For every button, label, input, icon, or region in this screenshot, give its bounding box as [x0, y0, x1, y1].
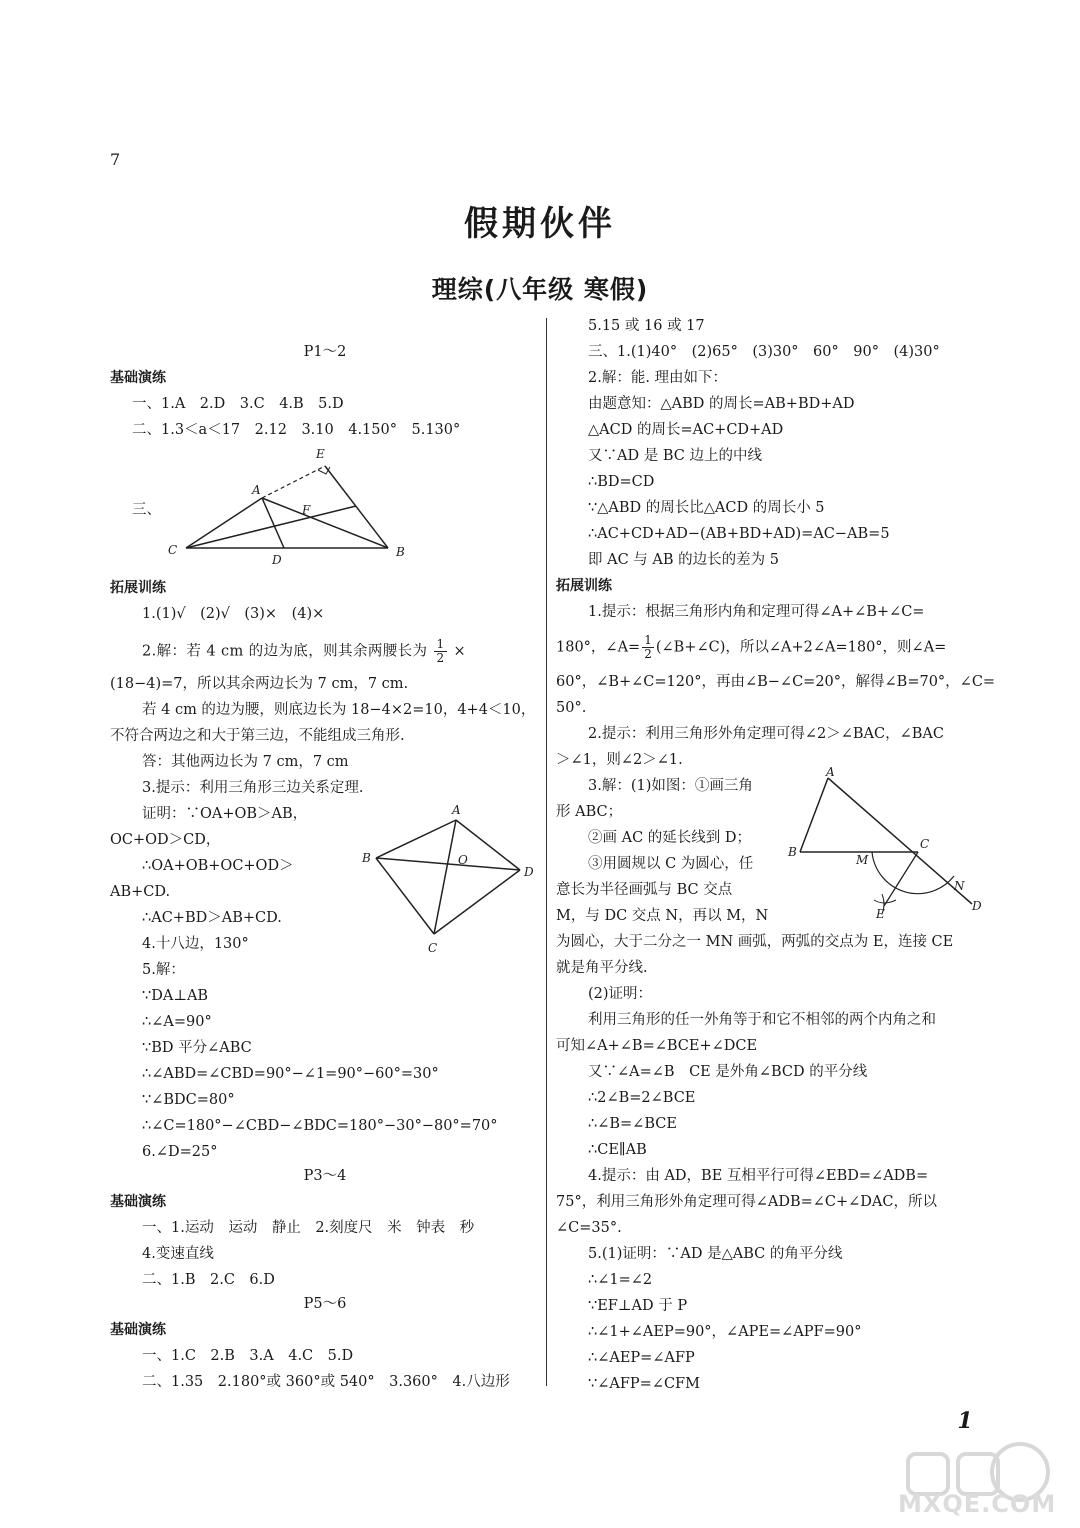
- column-divider: [546, 318, 547, 1386]
- answer-line: ∴2∠B=2∠BCE: [588, 1090, 696, 1106]
- answer-line: 4.变速直线: [142, 1246, 214, 1262]
- fig2-label-a: A: [452, 803, 461, 817]
- answer-line: ∴∠ABD=∠CBD=90°−∠1=90°−60°=30°: [142, 1066, 439, 1082]
- answer-line: 3.解：(1)如图：①画三角: [588, 778, 753, 794]
- section-heading: 基础演练: [110, 1194, 166, 1210]
- answer-line: 5.解：: [142, 962, 185, 978]
- fig1-label-a: A: [252, 483, 261, 497]
- answer-line: 即 AC 与 AB 的边长的差为 5: [588, 552, 779, 568]
- answer-line: 若 4 cm 的边为腰，则底边长为 18−4×2=10，4+4＜10，: [142, 702, 536, 718]
- answer-line: ∴∠C=180°−∠CBD−∠BDC=180°−30°−80°=70°: [142, 1118, 498, 1134]
- section-page-range: P3～4: [303, 1168, 347, 1184]
- fig2-label-o: O: [458, 853, 468, 867]
- answer-line: ∴AC+BD＞AB+CD.: [142, 910, 282, 926]
- answer-line: ∵△ABD 的周长比△ACD 的周长小 5: [588, 500, 825, 516]
- fig1-label-f: F: [302, 503, 311, 517]
- fig3-label-c: C: [920, 837, 930, 851]
- fig3-label-d: D: [972, 899, 982, 913]
- answer-line: 4.提示：由 AD，BE 互相平行可得∠EBD=∠ADB=: [588, 1168, 929, 1184]
- answer-line: 75°，利用三角形外角定理可得∠ADB=∠C+∠DAC，所以: [556, 1194, 937, 1210]
- book-subtitle: 理综(八年级 寒假): [431, 275, 649, 304]
- answer-line: 3.提示：利用三角形三边关系定理.: [142, 780, 364, 796]
- fraction: $\frac{1}{2}$: [436, 637, 445, 665]
- answer-line: ②画 AC 的延长线到 D；: [588, 830, 752, 846]
- answer-line: 180°，∠A= $\frac{1}{2}$ (∠B+∠C)，所以∠A+2∠A=180°，则∠A=: [556, 633, 947, 661]
- answer-line: (2)证明：: [588, 986, 653, 1002]
- answer-line: 5.(1)证明：∵AD 是△ABC 的角平分线: [588, 1246, 843, 1262]
- answer-line: 50°.: [556, 700, 587, 716]
- fig2-label-d: D: [524, 865, 534, 879]
- answer-line: AB+CD.: [110, 884, 171, 900]
- answer-line: ∵∠AFP=∠CFM: [588, 1376, 700, 1392]
- fig3-label-a: A: [826, 765, 835, 779]
- answer-line: (18−4)=7，所以其余两边长为 7 cm，7 cm.: [110, 676, 409, 692]
- fig1-label-c: C: [168, 543, 178, 557]
- answer-line: 1.提示：根据三角形内角和定理可得∠A+∠B+∠C=: [588, 604, 925, 620]
- answer-line: 利用三角形的任一外角等于和它不相邻的两个内角之和: [588, 1012, 936, 1028]
- answer-line: 一、1.C 2.B 3.A 4.C 5.D: [142, 1348, 354, 1364]
- answer-line: 意长为半径画弧与 BC 交点: [556, 882, 733, 898]
- answer-line: ∴∠AEP=∠AFP: [588, 1350, 695, 1366]
- fig2-label-b: B: [362, 851, 371, 865]
- answer-line: △ACD 的周长=AC+CD+AD: [588, 422, 784, 438]
- answer-line: ∴BD=CD: [588, 474, 655, 490]
- answer-line: 二、1.3＜a＜17 2.12 3.10 4.150° 5.130°: [132, 422, 461, 438]
- triangle-figure-1: [160, 442, 420, 572]
- answer-line: 一、1.A 2.D 3.C 4.B 5.D: [132, 396, 344, 412]
- answer-line: ∴CE∥AB: [588, 1142, 647, 1158]
- answer-line: ∴∠1+∠AEP=90°，∠APE=∠APF=90°: [588, 1324, 862, 1340]
- answer-line: 5.15 或 16 或 17: [588, 318, 705, 334]
- fig1-label-d: D: [272, 553, 282, 567]
- answer-line: ∵DA⊥AB: [142, 988, 209, 1004]
- fig3-label-b: B: [788, 845, 797, 859]
- answer-line: ∴OA+OB+OC+OD＞: [142, 858, 294, 874]
- answer-line: ∴∠B=∠BCE: [588, 1116, 677, 1132]
- section-heading: 拓展训练: [556, 578, 612, 594]
- answer-line: 又∵∠A=∠B CE 是外角∠BCD 的平分线: [588, 1064, 868, 1080]
- answer-line: 就是角平分线.: [556, 960, 648, 976]
- section-page-range: P1～2: [303, 344, 347, 360]
- answer-line: 1.(1)√ (2)√ (3)× (4)×: [142, 606, 325, 622]
- answer-line: 一、1.运动 运动 静止 2.刻度尺 米 钟表 秒: [142, 1220, 475, 1236]
- fig3-label-n: N: [954, 879, 965, 893]
- answer-line: 2.解：能. 理由如下：: [588, 370, 728, 386]
- answer-line: 6.∠D=25°: [142, 1144, 218, 1160]
- section-heading: 基础演练: [110, 370, 166, 386]
- answer-line: 答：其他两边长为 7 cm，7 cm: [142, 754, 349, 770]
- answer-line: 2.解：若 4 cm 的边为底，则其余两腰长为 $\frac{1}{2}$ ×: [142, 637, 467, 665]
- page-number-top: 7: [110, 150, 121, 169]
- answer-line: ∠C=35°.: [556, 1220, 622, 1236]
- answer-line: ∵BD 平分∠ABC: [142, 1040, 252, 1056]
- answer-line: 又∵AD 是 BC 边上的中线: [588, 448, 762, 464]
- answer-line: 可知∠A+∠B=∠BCE+∠DCE: [556, 1038, 758, 1054]
- section-heading: 基础演练: [110, 1322, 166, 1338]
- answer-line: OC+OD＞CD，: [110, 832, 221, 848]
- answer-line: ＞∠1，则∠2＞∠1.: [556, 752, 683, 768]
- answer-line: 二、1.35 2.180°或 360°或 540° 3.360° 4.八边形: [142, 1374, 510, 1390]
- answer-line: ∴∠A=90°: [142, 1014, 212, 1030]
- answer-line: ③用圆规以 C 为圆心，任: [588, 856, 754, 872]
- answer-line: 不符合两边之和大于第三边，不能组成三角形.: [110, 728, 405, 744]
- book-title: 假期伙伴: [464, 204, 616, 244]
- answer-line: ∵EF⊥AD 于 P: [588, 1298, 688, 1314]
- answer-line: M，与 DC 交点 N，再以 M，N: [556, 908, 769, 924]
- answer-line: 形 ABC；: [556, 804, 623, 820]
- section-page-range: P5～6: [303, 1296, 347, 1312]
- answer-line: 三、: [132, 502, 161, 518]
- answer-line: 4.十八边，130°: [142, 936, 249, 952]
- answer-line: 60°，∠B+∠C=120°，再由∠B−∠C=20°，解得∠B=70°，∠C=: [556, 674, 996, 690]
- section-heading: 拓展训练: [110, 580, 166, 596]
- answer-line: 由题意知：△ABD 的周长=AB+BD+AD: [588, 396, 855, 412]
- answer-line: 证明：∵OA+OB＞AB，: [142, 806, 308, 822]
- fig1-label-e: E: [316, 447, 325, 461]
- fig3-label-e: E: [876, 907, 885, 920]
- answer-line: 二、1.B 2.C 6.D: [142, 1272, 275, 1288]
- answer-line: ∴∠1=∠2: [588, 1272, 653, 1288]
- answer-line: 三、1.(1)40° (2)65° (3)30° 60° 90° (4)30°: [588, 344, 940, 360]
- fraction: $\frac{1}{2}$: [644, 633, 652, 661]
- fig1-label-b: B: [396, 545, 405, 559]
- angle-bisector-figure: [782, 764, 992, 920]
- quadrilateral-figure: [356, 800, 546, 960]
- answer-line: ∵∠BDC=80°: [142, 1092, 235, 1108]
- fig2-label-c: C: [428, 941, 438, 955]
- fig3-label-m: M: [856, 853, 869, 867]
- answer-line: 2.提示：利用三角形外角定理可得∠2＞∠BAC，∠BAC: [588, 726, 944, 742]
- watermark-text: MXQE.COM: [898, 1490, 1057, 1518]
- page-number-bottom: 1: [957, 1408, 973, 1434]
- answer-line: 为圆心，大于二分之一 MN 画弧，两弧的交点为 E，连接 CE: [556, 934, 954, 950]
- answer-line: ∴AC+CD+AD−(AB+BD+AD)=AC−AB=5: [588, 526, 890, 542]
